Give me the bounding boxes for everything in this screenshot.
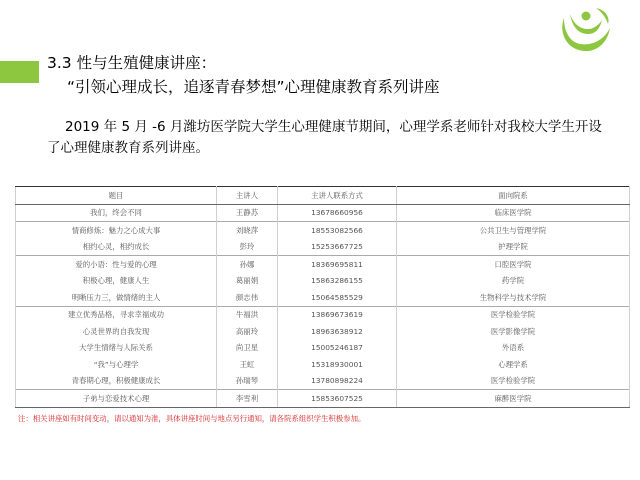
cell-contact: 15064585529 xyxy=(278,289,397,306)
cell-contact: 13869673619 xyxy=(278,306,397,323)
cell-contact: 15318930001 xyxy=(278,356,397,373)
cell-topic: 爱的小语：性与爱的心理 xyxy=(16,256,217,273)
table-row xyxy=(16,356,630,373)
cell-department: 药学院 xyxy=(397,273,630,290)
table-row xyxy=(16,373,630,390)
cell-topic: 明晰压力三，做情绪的主人 xyxy=(16,289,217,306)
table-row xyxy=(16,204,630,222)
cell-speaker: 高丽玲 xyxy=(217,323,278,340)
cell-department: 口腔医学院 xyxy=(397,256,630,273)
cell-contact: 15863286155 xyxy=(278,273,397,290)
cell-speaker: 彭玲 xyxy=(217,239,278,256)
cell-speaker: 颜志伟 xyxy=(217,289,278,306)
cell-speaker: 葛丽娟 xyxy=(217,273,278,290)
table-row xyxy=(16,273,630,290)
cell-department: 临床医学院 xyxy=(397,204,630,222)
intro-text: 2019 年 5 月 -6 月潍坊医学院大学生心理健康节期间，心理学系老师针对我校大学生开设了心理健康教育系列讲座。 xyxy=(47,119,602,156)
cell-topic: 子弟与恋爱技术心理 xyxy=(16,390,217,408)
cell-department: 生物科学与技术学院 xyxy=(397,289,630,306)
cell-topic: 青春期心理，积极健康成长 xyxy=(16,373,217,390)
cell-department: 心理学系 xyxy=(397,356,630,373)
cell-department: 护理学院 xyxy=(397,239,630,256)
cell-topic: 相约心灵，相约成长 xyxy=(16,239,217,256)
cell-contact: 15253667725 xyxy=(278,239,397,256)
cell-speaker: 王静苏 xyxy=(217,204,278,222)
cell-department: 医学检验学院 xyxy=(397,306,630,323)
cell-department: 医学影像学院 xyxy=(397,323,630,340)
cell-department: 外语系 xyxy=(397,340,630,357)
cell-contact: 15853607525 xyxy=(278,390,397,408)
section-subtitle: “引领心理成长，追逐青春梦想”心理健康教育系列讲座 xyxy=(67,78,440,96)
table-row xyxy=(16,289,630,306)
cell-topic: 心灵世界的自我发现 xyxy=(16,323,217,340)
accent-bar xyxy=(0,61,39,83)
cell-speaker: 王虹 xyxy=(217,356,278,373)
cell-department: 公共卫生与管理学院 xyxy=(397,222,630,239)
table-row xyxy=(16,222,630,239)
footnote: 注：相关讲座如有时间变动，请以通知为准，具体讲座时间与地点另行通知，请各院系组织学生积极参加。 xyxy=(18,414,366,423)
cell-department: 麻醉医学院 xyxy=(397,390,630,408)
table-header-row xyxy=(16,187,630,205)
cell-topic: 我们，终会不同 xyxy=(16,204,217,222)
header-department: 面向院系 xyxy=(397,187,630,205)
cell-topic: “我”与心理学 xyxy=(16,356,217,373)
table-row xyxy=(16,340,630,357)
cell-speaker: 孙娜 xyxy=(217,256,278,273)
cell-topic: 大学生情绪与人际关系 xyxy=(16,340,217,357)
cell-speaker: 李雪利 xyxy=(217,390,278,408)
header-speaker: 主讲人 xyxy=(217,187,278,205)
intro-paragraph xyxy=(47,117,607,159)
cell-speaker: 尚卫星 xyxy=(217,340,278,357)
cell-topic: 建立优秀品格，寻求幸福成功 xyxy=(16,306,217,323)
table-row xyxy=(16,239,630,256)
swirl-logo-icon xyxy=(556,4,612,56)
cell-contact: 13678660956 xyxy=(278,204,397,222)
cell-contact: 18369695811 xyxy=(278,256,397,273)
table-row xyxy=(16,306,630,323)
table-row xyxy=(16,390,630,408)
cell-contact: 18963638912 xyxy=(278,323,397,340)
cell-speaker: 刘晓萍 xyxy=(217,222,278,239)
cell-topic: 积极心理，健康人生 xyxy=(16,273,217,290)
cell-speaker: 牛福洪 xyxy=(217,306,278,323)
section-title: 3.3 性与生殖健康讲座： xyxy=(47,54,217,72)
lecture-table xyxy=(15,186,630,408)
cell-speaker: 孙瑞琴 xyxy=(217,373,278,390)
table-row xyxy=(16,256,630,273)
header-contact: 主讲人联系方式 xyxy=(278,187,397,205)
cell-department: 医学检验学院 xyxy=(397,373,630,390)
table-row xyxy=(16,323,630,340)
header-topic: 题目 xyxy=(16,187,217,205)
cell-contact: 15005246187 xyxy=(278,340,397,357)
cell-topic: 情商修炼：魅力之心成大事 xyxy=(16,222,217,239)
cell-contact: 18553082566 xyxy=(278,222,397,239)
cell-contact: 13780898224 xyxy=(278,373,397,390)
